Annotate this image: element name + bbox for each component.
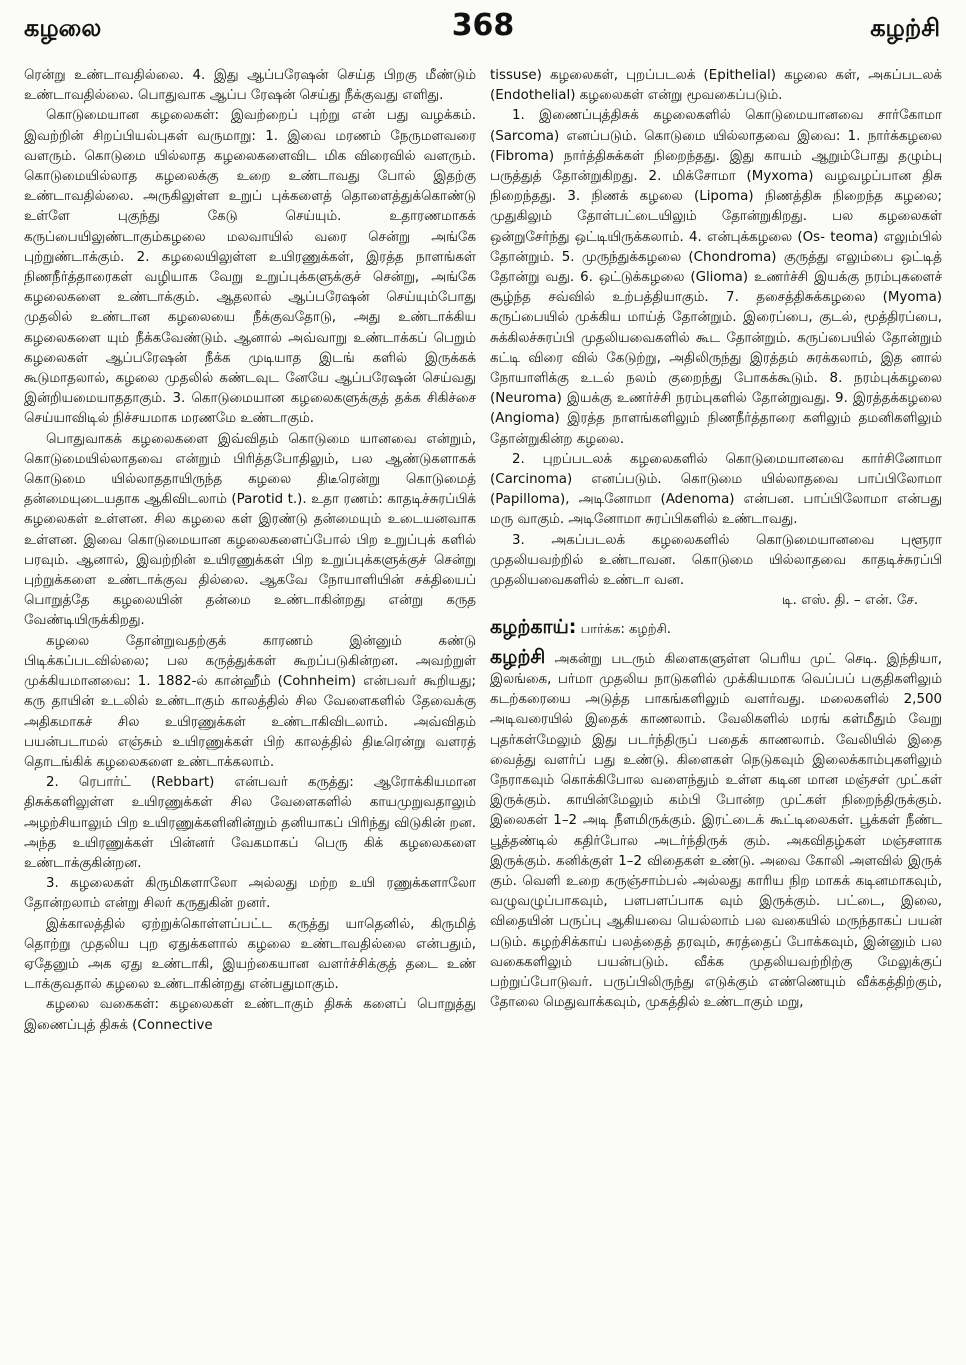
running-head-left: கழலை	[24, 14, 102, 42]
paragraph: 2. புறப்படலக் கழலைகளில் கொடுமையானவை கார்சினோமா (Carcinoma) எனப்படும். கொடுமை யில்லாதவை பாப்பிலோமா (Papilloma), அடினோமா (Adenoma) என்பன. பாப்பிலோமா என்பது மரு வாகும். அடினோமா சுரப்பிகளில் உண்டாவது.	[490, 451, 942, 528]
paragraph: இக்காலத்தில் ஏற்றுக்கொள்ளப்பட்ட கருத்து யாதெனில், கிருமித் தொற்று முதலிய புற ஏதுக்களால் கழலை உண்டாவதில்லை என்பதும், ஏதேனும் அக ஏது உண்டாகி, இயற்கையான வளர்ச்சிக்குத் தடை உண் டாக்குவதால் கழலை உண்டாகின்றது என்பதுமாகும்.	[24, 916, 476, 993]
entry-kazharchi	[490, 647, 942, 1014]
running-head-right: கழற்சி	[870, 14, 940, 42]
paragraph: 1. இணைப்புத்திசுக் கழலைகளில் கொடுமையானவை சார்கோமா (Sarcoma) எனப்படும். கொடுமை யில்லாதவை இவை: 1. நார்க்கழலை (Fibroma) நார்த்திசுக்கள் நிறைந்தது. இது காயம் ஆறும்போது தழும்பு பருத்துத் தோன்றுகிறது. 2. மிக்சோமா (Myxoma) வழவழப்பான திசு நிறைந்தது. 3. நிணக் கழலை (Lipoma) நிணத்திசு நிறைந்த கழலை; முதுகிலும் தோள்பட்டையிலும் தோன்றுகிறது. பல கழலைகள் ஒன்றுசேர்ந்து ஒட்டியிருக்கலாம். 4. என்புக்கழலை (Os- teoma) எலும்பில் தோன்றும். 5. முருந்துக்கழலை (Chondroma) குருத்து எலும்பை ஒட்டித் தோன்று வது. 6. ஒட்டுக்கழலை (Glioma) உணர்ச்சி இயக்கு நரம்புகளைச் சூழ்ந்த சவ்வில் உற்பத்தியாகும். 7. தசைத்திசுக்கழலை (Myoma) கருப்பையில் முக்கிய மாய்த் தோன்றும். இரைப்பை, குடல், மூத்திரப்பை, சுக்கிலச்சுரப்பி முதலியவைகளில் கூட தோன்றும். கருப்பையில் தோன்றும் கட்டி விரை வில் கேடுற்று, அதிலிருந்து இரத்தம் சுரக்கலாம், இத னால் நோயாளிக்கு உடல் நலம் குறைந்து போகக்கூடும். 8. நரம்புக்கழலை (Neuroma) இயக்கு உணர்ச்சி நரம்புகளில் தோன்றுவது. 9. இரத்தக்கழலை (Angioma) இரத்த நாளங்களிலும் நிணநீர்த்தாரை களிலும் தமனிகளிலும் தோன்றுகின்ற கழலை.	[490, 108, 942, 447]
paragraph: கழலை தோன்றுவதற்குக் காரணம் இன்னும் கண்டு பிடிக்கப்படவில்லை; பல கருத்துக்கள் கூறப்படுகின்றன. அவற்றுள் முக்கியமானவை: 1. 1882-ல் கான்ஹீம் (Cohnheim) என்பவர் கூறியது; கரு தாயின் உடலில் உண்டாகும் காலத்தில் சில வேளைகளில் தேவைக்கு அதிகமாகச் சில உயிரணுக்கள் உண்டாகிவிடலாம். அவ்விதம் பயன்படாமல் எஞ்சும் உயிரணுக்கள் பிற் காலத்தில் திடீரென்று வளரத் தொடங்கிக் கழலைகளை உண்டாக்கலாம்.	[24, 633, 476, 770]
paragraph: tissuse) கழலைகள், புறப்படலக் (Epithelial) கழலை கள், அகப்படலக் (Endothelial) கழலைகள் என்று மூவகைப்படும்.	[490, 68, 942, 104]
paragraph: கொடுமையான கழலைகள்: இவற்றைப் புற்று என் பது வழக்கம். இவற்றின் சிறப்பியல்புகள் வருமாறு: 1. இவை மரணம் நேருமளவரை வளரும். கொடுமை யில்லாத கழலைகளைவிட மிக விரைவில் வளரும். கொடுமையில்லாத கழலைக்கு உறை உண்டாவது போல் இதற்கு உண்டாவதில்லை. அருகிலுள்ள உறுப் புக்களைத் தொளைத்துக்கொண்டு உள்ளே புகுந்து கேடு செய்யும். உதாரணமாகக் கருப்பையிலுண்டாகும்கழலை மலவாயில் வரை சென்று அங்கே புற்றுண்டாக்கும். 2. கழலையிலுள்ள உயிரணுக்கள், இரத்த நாளங்கள் நிணநீர்த்தாரைகள் வழியாக வேறு உறுப்புக்களுக்குச் சென்று, அங்கே கழலைகளை உண்டாக்கும். ஆதலால் ஆப்பரேஷன் செய்யும்போது முதலில் உண்டான கழலையை நீக்குவதோடு, அது உண்டாக்கிய கழலைகளை யும் நீக்கவேண்டும். ஆனால் அவ்வாறு உண்டாக்கப் பெறும் கழலைகள் ஆப்பரேஷன் நீக்க முடியாத இடங் களில் இருக்கக் கூடுமாதலால், கழலை முதலில் கண்டவுட னேயே ஆப்பரேஷன் செய்வது இன்றியமையாததாகும். 3. கொடுமையான கழலைகளுக்குத் தக்க சிகிச்சை செய்யாவிடில் நிச்சயமாக மரணமே உண்டாகும்.	[24, 108, 476, 427]
entry-kazharkai	[490, 617, 942, 640]
paragraph: 3. அகப்படலக் கழலைகளில் கொடுமையானவை புளூரா முதலியவற்றில் உண்டாவன. கொடுமை யில்லாதவை காதடிச்சுரப்பி முதலியவைகளில் உண்டா வன.	[490, 532, 942, 589]
paragraph: 3. கழலைகள் கிருமிகளாலோ அல்லது மற்ற உயி ரணுக்களாலோ தோன்றலாம் என்று சிலர் கருதுகின் றனர்.	[24, 876, 476, 912]
entry-head-word: கழற்காய்:	[490, 616, 577, 639]
page-header	[0, 0, 966, 50]
page-number: 368	[451, 8, 515, 43]
author-signature: டி. எஸ். தி. – என். சே.	[781, 593, 918, 609]
entry-text: அகன்று படரும் கிளைகளுள்ள பெரிய முட் செடி. இந்தியா, இலங்கை, பர்மா முதலிய நாடுகளில் முக்கியமாக வெப்பப் பகுதிகளிலும் கடற்கரையை அடுத்த பாகங்களிலும் வளர்வது. மலைகளில் 2,500 அடிவரையில் இதைக் காணலாம். வேலிகளில் மரங் கள்மீதும் வேறு புதர்கள்மேலும் இது படர்ந்திருப் பதைக் காணலாம். வேலியில் இதை வைத்து வளர்ப் பது உண்டு. கிளைகள் நெடுகவும் இலைக்காம்புகளிலும் நேராகவும் கொக்கிபோல வளைந்தும் உள்ள கடின மான மஞ்சள் முட்கள் இருக்கும். காயின்மேலும் கம்பி போன்ற முட்கள் நிறைந்திருக்கும். இலைகள் 1–2 அடி நீளமிருக்கும். இரட்டைக் கூட்டிலைகள். பூக்கள் நீண்ட பூத்தண்டில் கதிர்போல அடர்ந்திருக் கும். அகவிதழ்கள் மஞ்சளாக இருக்கும். கனிக்குள் 1–2 விதைகள் உண்டு. அவை கோலி அளவில் இருக் கும். வெளி உறை கருஞ்சாம்பல் அல்லது காரிய நிற மாகக் கடினமாகவும், வழுவழுப்பாகவும், பளபளப்பாக வும் இருக்கும். பட்டை, இலை, விதையின் பருப்பு ஆகியவை யெல்லாம் பல வகையில் மருந்தாகப் பயன் படும். கழற்சிக்காய் பலத்தைத் தரவும், சுரத்தைப் போக்கவும், இன்னும் பல வகைகளிலும் பயன்படும். வீக்க முதலியவற்றிற்கு மேலுக்குப் பற்றுப்போடுவர். பருப்பிலிருந்து எடுக்கும் எண்ணெயும் வீக்கத்திற்கும், தோலை மெதுவாக்கவும், முகத்தில் உண்டாகும் மறு,	[490, 651, 942, 1011]
entry-head-word: கழற்சி	[490, 645, 546, 668]
right-column	[490, 66, 942, 1356]
left-column	[24, 66, 476, 1356]
paragraph: 2. ரெபார்ட் (Rebbart) என்பவர் கருத்து: ஆரோக்கியமான திசுக்களிலுள்ள உயிரணுக்கள் சில வேளைகளில் காயமுறுவதாலும் அழற்சியாலும் பிற உயிரணுக்களினின்றும் தனியாகப் பிரிந்து விடுகின் றன. அந்த உயிரணுக்கள் பின்னர் வேகமாகப் பெரு கிக் கழலைகளை உண்டாக்குகின்றன.	[24, 775, 476, 871]
paragraph: பொதுவாகக் கழலைகளை இவ்விதம் கொடுமை யானவை என்றும், கொடுமையில்லாதவை என்றும் பிரித்தபோதிலும், பல ஆண்டுகளாகக் கொடுமை யில்லாததாயிருந்த கழலை திடீரென்று கொடுமைத் தன்மையுடையதாக ஆகிவிடலாம் (Parotid t.). உதா ரணம்: காதடிச்சுரப்பிக் கழலைகள் உள்ளன. சில கழலை கள் இரண்டு தன்மையும் உடையனவாக உள்ளன. இவை கொடுமையான கழலைகளைப்போல் பிற உறுப்புக் களில் பரவும். ஆனால், இவற்றின் உயிரணுக்கள் பிற உறுப்புக்களுக்குச் சென்று புற்றுக்களை உண்டாக்குவ தில்லை. ஆகவே நோயாளியின் சக்தியைப் பொறுத்தே கழலையின் தன்மை உண்டாகின்றது என்று கருத வேண்டியிருக்கிறது.	[24, 431, 476, 629]
paragraph: கழலை வகைகள்: கழலைகள் உண்டாகும் திசுக் களைப் பொறுத்து இணைப்புத் திசுக் (Connective	[24, 997, 476, 1033]
cross-reference: பார்க்க: கழற்சி.	[580, 622, 671, 638]
paragraph: ரென்று உண்டாவதில்லை. 4. இது ஆப்பரேஷன் செய்த பிறகு மீண்டும் உண்டாவதில்லை. பொதுவாக ஆப்ப ரேஷன் செய்து நீக்குவது எளிது.	[24, 68, 476, 104]
